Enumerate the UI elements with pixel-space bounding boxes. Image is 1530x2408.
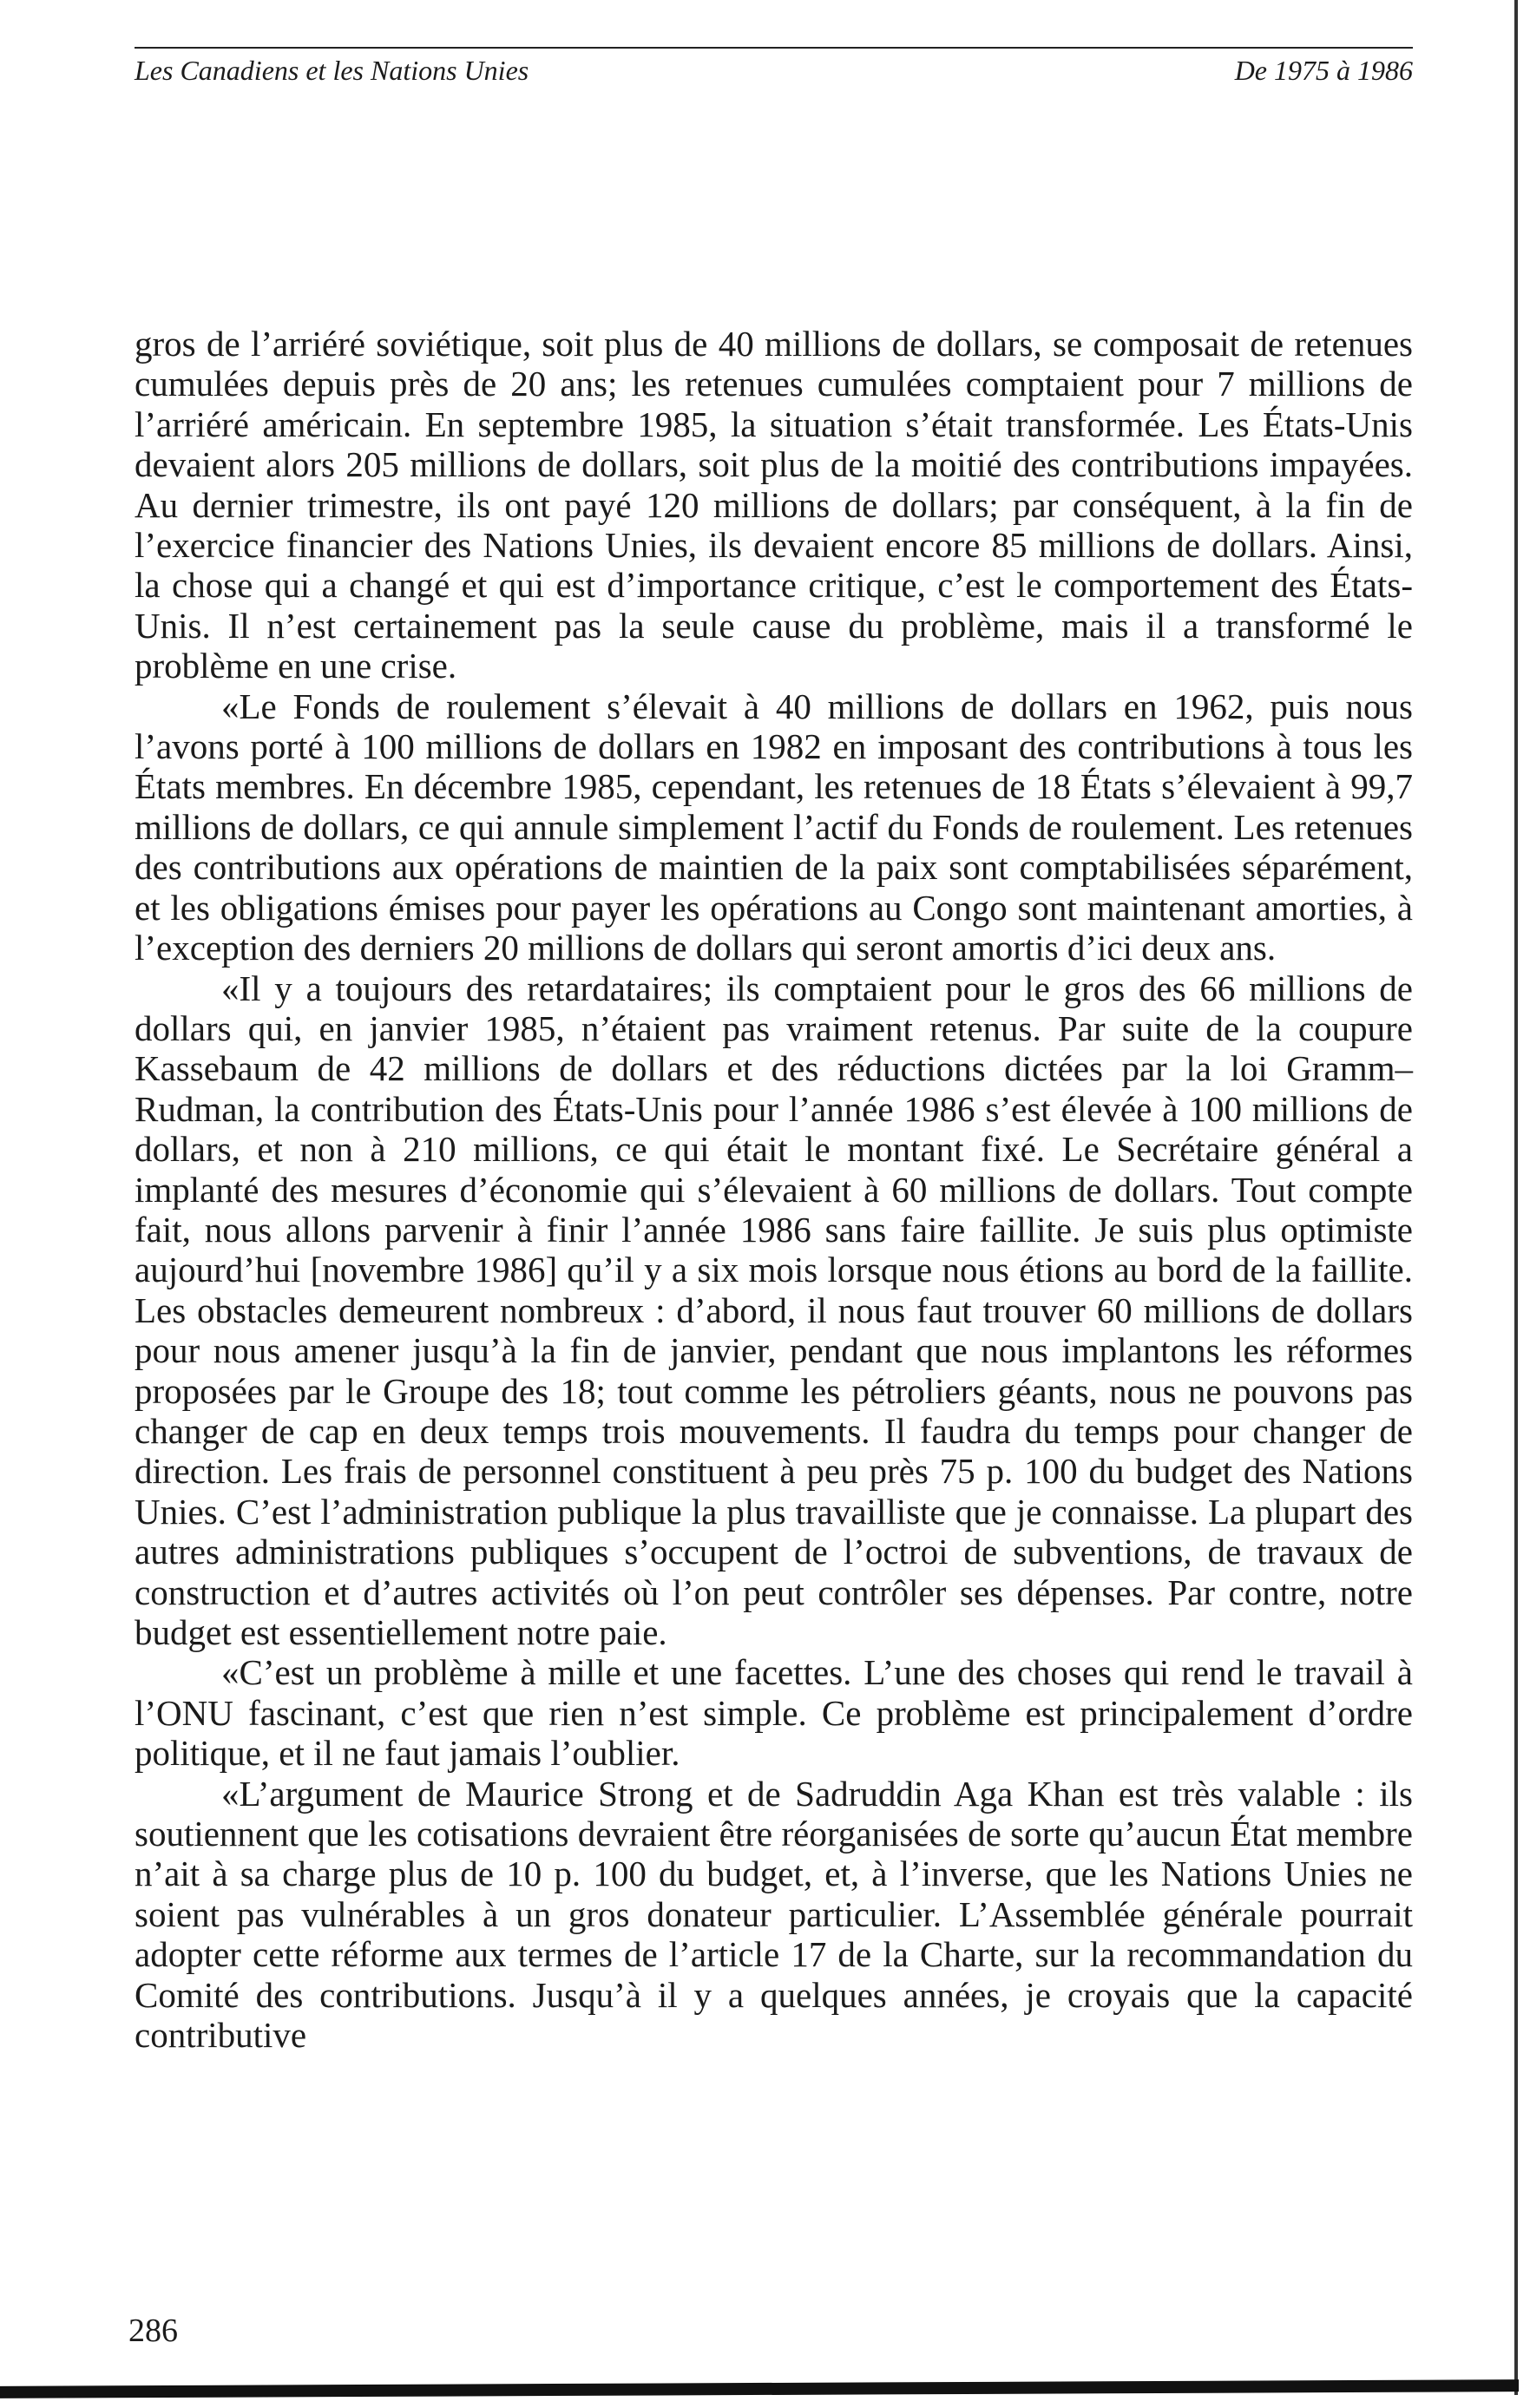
chapter-period: De 1975 à 1986 (1234, 55, 1413, 86)
paragraph: «C’est un problème à mille et une facettes. L’une des choses qui rend le travail à l’ONU fascinant, c’est que rien n’est simple. Ce problème est principalement d’ordre politique, et il ne faut jamais l’oublier. (135, 1652, 1413, 1774)
page-number: 286 (128, 2313, 178, 2349)
page-edge-line (1514, 0, 1518, 2395)
paragraph: «Il y a toujours des retardataires; ils comptaient pour le gros des 66 millions de dollars qui, en janvier 1985, n’étaient pas vraiment retenus. Par suite de la coupure Kassebaum de 42 millions de dollars et des réductions dictées par la loi Gramm–Rudman, la contribution des États-Unis pour l’année 1986 s’est élevée à 100 millions de dollars, et non à 210 millions, ce qui était le montant fixé. Le Secrétaire général a implanté des mesures d’économie qui s’élevaient à 60 millions de dollars. Tout compte fait, nous allons parvenir à finir l’année 1986 sans faire faillite. Je suis plus optimiste aujourd’hui [novembre 1986] qu’il y a six mois lorsque nous étions au bord de la faillite. Les obstacles demeurent nombreux : d’abord, il nous faut trouver 60 millions de dollars pour nous amener jusqu’à la fin de janvier, pendant que nous implantons les réformes proposées par le Groupe des 18; tout comme les pétroliers géants, nous ne pouvons pas changer de cap en deux temps trois mouvements. Il faudra du temps pour changer de direction. Les frais de personnel constituent à peu près 75 p. 100 du budget des Nations Unies. C’est l’administration publique la plus travailliste que je connaisse. La plupart des autres administrations publiques s’occupent de l’octroi de subventions, de travaux de construction et d’autres activités où l’on peut contrôler ses dépenses. Par contre, notre budget est essentiellement notre paie. (135, 968, 1413, 1652)
page-bottom-edge (0, 2379, 1519, 2398)
paragraph: gros de l’arriéré soviétique, soit plus de 40 millions de dollars, se composait de retenues cumulées depuis près de 20 ans; les retenues cumulées comptaient pour 7 millions de l’arriéré américain. En septembre 1985, la situation s’était transformée. Les États-Unis devaient alors 205 millions de dollars, soit plus de la moitié des contributions impayées. Au dernier trimestre, ils ont payé 120 millions de dollars; par conséquent, à la fin de l’exercice financier des Nations Unies, ils devaient encore 85 millions de dollars. Ainsi, la chose qui a changé et qui est d’importance critique, c’est le comportement des États-Unis. Il n’est certainement pas la seule cause du problème, mais il a transformé le problème en une crise. (135, 324, 1413, 686)
running-header (135, 47, 1413, 85)
book-title: Les Canadiens et les Nations Unies (135, 55, 529, 86)
paragraph: «L’argument de Maurice Strong et de Sadruddin Aga Khan est très valable : ils soutiennent que les cotisations devraient être réorganisées de sorte qu’aucun État membre n’ait à sa charge plus de 10 p. 100 du budget, et, à l’inverse, que les Nations Unies ne soient pas vulnérables à un gros donateur particulier. L’Assemblée générale pourrait adopter cette réforme aux termes de l’article 17 de la Charte, sur la recommandation du Comité des contributions. Jusqu’à il y a quelques années, je croyais que la capacité contributive (135, 1773, 1413, 2056)
body-text (135, 324, 1413, 2055)
paragraph: «Le Fonds de roulement s’élevait à 40 millions de dollars en 1962, puis nous l’avons porté à 100 millions de dollars en 1982 en imposant des contributions à tous les États membres. En décembre 1985, cependant, les retenues de 18 États s’élevaient à 99,7 millions de dollars, ce qui annule simplement l’actif du Fonds de roulement. Les retenues des contributions aux opérations de maintien de la paix sont comptabilisées séparément, et les obligations émises pour payer les opérations au Congo sont maintenant amorties, à l’exception des derniers 20 millions de dollars qui seront amortis d’ici deux ans. (135, 686, 1413, 968)
